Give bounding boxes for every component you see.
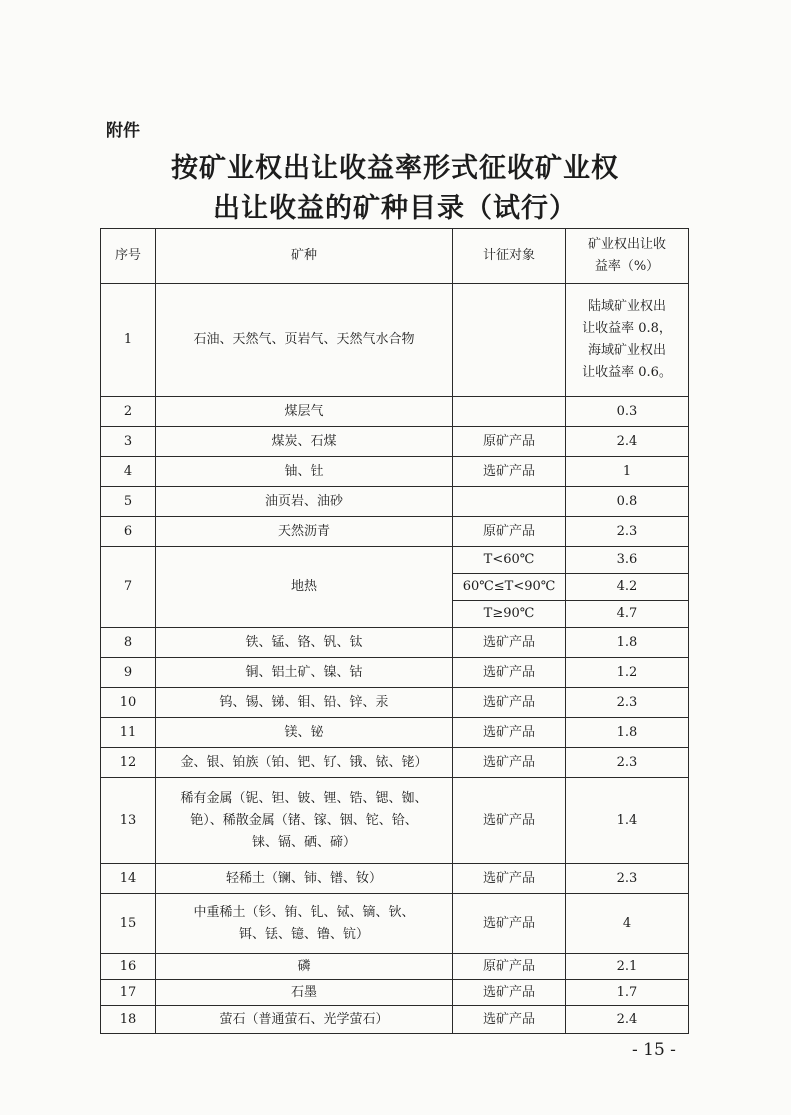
table-row bbox=[101, 980, 689, 1006]
table-row bbox=[101, 688, 689, 718]
row-mineral: 铀、钍 bbox=[156, 457, 453, 487]
header-rate bbox=[566, 229, 689, 284]
row-no: 1 bbox=[101, 284, 156, 397]
row-rate: 4.2 bbox=[566, 574, 689, 601]
row-no: 4 bbox=[101, 457, 156, 487]
row-target: 选矿产品 bbox=[453, 894, 566, 954]
attachment-label: 附件 bbox=[106, 121, 140, 141]
row-target: 选矿产品 bbox=[453, 658, 566, 688]
row-rate: 4 bbox=[566, 894, 689, 954]
row-target: 选矿产品 bbox=[453, 1006, 566, 1034]
row-mineral: 镁、铋 bbox=[156, 718, 453, 748]
row-no: 13 bbox=[101, 778, 156, 864]
mineral-line: 铯）、稀散金属（锗、镓、铟、铊、铪、 bbox=[190, 812, 418, 828]
row-rate: 2.3 bbox=[566, 864, 689, 894]
row-target: 原矿产品 bbox=[453, 954, 566, 980]
row-rate: 1.8 bbox=[566, 718, 689, 748]
row-mineral: 地热 bbox=[156, 547, 453, 628]
table-row bbox=[101, 284, 689, 397]
row-rate: 2.3 bbox=[566, 748, 689, 778]
row-no: 12 bbox=[101, 748, 156, 778]
title-line-2: 出让收益的矿种目录（试行） bbox=[213, 193, 577, 224]
row-mineral: 煤炭、石煤 bbox=[156, 427, 453, 457]
row-mineral: 磷 bbox=[156, 954, 453, 980]
header-no: 序号 bbox=[101, 229, 156, 284]
row-target bbox=[453, 397, 566, 427]
row-rate: 2.1 bbox=[566, 954, 689, 980]
row-no: 18 bbox=[101, 1006, 156, 1034]
title-line-1: 按矿业权出让收益率形式征收矿业权 bbox=[171, 153, 619, 184]
table-header-row bbox=[101, 229, 689, 284]
row-no: 7 bbox=[101, 547, 156, 628]
page-number: - 15 - bbox=[632, 1040, 676, 1060]
row-rate: 4.7 bbox=[566, 601, 689, 628]
row-rate: 0.8 bbox=[566, 487, 689, 517]
table-row bbox=[101, 547, 689, 574]
row-target: 原矿产品 bbox=[453, 427, 566, 457]
row-mineral: 萤石（普通萤石、光学萤石） bbox=[156, 1006, 453, 1034]
header-rate-line-2: 益率（%） bbox=[594, 259, 660, 274]
table-row bbox=[101, 864, 689, 894]
table-row bbox=[101, 748, 689, 778]
row-target: 选矿产品 bbox=[453, 778, 566, 864]
row-rate: 1.4 bbox=[566, 778, 689, 864]
mineral-line: 稀有金属（铌、钽、铍、锂、锆、锶、铷、 bbox=[180, 790, 428, 806]
row-target: 原矿产品 bbox=[453, 517, 566, 547]
row-mineral bbox=[156, 894, 453, 954]
row-target: T≥90℃ bbox=[453, 601, 566, 628]
row-rate: 0.3 bbox=[566, 397, 689, 427]
row-target: T<60℃ bbox=[453, 547, 566, 574]
row-no: 11 bbox=[101, 718, 156, 748]
row-mineral: 铁、锰、铬、钒、钛 bbox=[156, 628, 453, 658]
row-rate: 2.4 bbox=[566, 1006, 689, 1034]
row-no: 5 bbox=[101, 487, 156, 517]
table-row bbox=[101, 658, 689, 688]
row-no: 10 bbox=[101, 688, 156, 718]
row-no: 2 bbox=[101, 397, 156, 427]
table-row bbox=[101, 778, 689, 864]
table-row bbox=[101, 628, 689, 658]
table-row bbox=[101, 954, 689, 980]
row-target: 选矿产品 bbox=[453, 718, 566, 748]
row-mineral: 石墨 bbox=[156, 980, 453, 1006]
row-rate: 1.7 bbox=[566, 980, 689, 1006]
row-rate: 3.6 bbox=[566, 547, 689, 574]
row-mineral: 钨、锡、锑、钼、铅、锌、汞 bbox=[156, 688, 453, 718]
table-row bbox=[101, 517, 689, 547]
row-mineral: 石油、天然气、页岩气、天然气水合物 bbox=[156, 284, 453, 397]
row-no: 17 bbox=[101, 980, 156, 1006]
row-mineral: 天然沥青 bbox=[156, 517, 453, 547]
row-no: 8 bbox=[101, 628, 156, 658]
rate-line: 让收益率 0.6。 bbox=[582, 365, 672, 380]
table-row bbox=[101, 894, 689, 954]
mineral-line: 铒、铥、镱、镥、钪） bbox=[238, 926, 369, 942]
row-mineral: 油页岩、油砂 bbox=[156, 487, 453, 517]
row-rate: 2.3 bbox=[566, 688, 689, 718]
table-row bbox=[101, 487, 689, 517]
header-mineral: 矿种 bbox=[156, 229, 453, 284]
row-mineral bbox=[156, 778, 453, 864]
table-row bbox=[101, 718, 689, 748]
row-target: 60℃≤T<90℃ bbox=[453, 574, 566, 601]
row-no: 15 bbox=[101, 894, 156, 954]
header-rate-line-1: 矿业权出让收 bbox=[587, 237, 666, 252]
row-target: 选矿产品 bbox=[453, 688, 566, 718]
row-no: 6 bbox=[101, 517, 156, 547]
row-mineral: 煤层气 bbox=[156, 397, 453, 427]
rate-line: 海域矿业权出 bbox=[587, 343, 666, 358]
table-row bbox=[101, 1006, 689, 1034]
row-mineral: 轻稀土（镧、铈、镨、钕） bbox=[156, 864, 453, 894]
row-target bbox=[453, 284, 566, 397]
row-target: 选矿产品 bbox=[453, 628, 566, 658]
table-row bbox=[101, 457, 689, 487]
table-row bbox=[101, 397, 689, 427]
row-target: 选矿产品 bbox=[453, 980, 566, 1006]
row-rate bbox=[566, 284, 689, 397]
mineral-table bbox=[100, 228, 689, 1034]
row-target: 选矿产品 bbox=[453, 864, 566, 894]
row-no: 3 bbox=[101, 427, 156, 457]
row-no: 9 bbox=[101, 658, 156, 688]
row-rate: 1.8 bbox=[566, 628, 689, 658]
row-mineral: 铜、铝土矿、镍、钴 bbox=[156, 658, 453, 688]
row-no: 14 bbox=[101, 864, 156, 894]
rate-line: 让收益率 0.8， bbox=[582, 321, 672, 336]
row-target: 选矿产品 bbox=[453, 748, 566, 778]
row-target: 选矿产品 bbox=[453, 457, 566, 487]
mineral-line: 铼、镉、硒、碲） bbox=[251, 834, 356, 850]
header-target: 计征对象 bbox=[453, 229, 566, 284]
row-rate: 2.3 bbox=[566, 517, 689, 547]
mineral-line: 中重稀土（钐、铕、钆、铽、镝、钬、 bbox=[193, 904, 415, 920]
row-no: 16 bbox=[101, 954, 156, 980]
row-rate: 2.4 bbox=[566, 427, 689, 457]
row-mineral: 金、银、铂族（铂、钯、钌、锇、铱、铑） bbox=[156, 748, 453, 778]
rate-line: 陆域矿业权出 bbox=[587, 299, 666, 314]
row-target bbox=[453, 487, 566, 517]
row-rate: 1.2 bbox=[566, 658, 689, 688]
table-row bbox=[101, 427, 689, 457]
row-rate: 1 bbox=[566, 457, 689, 487]
